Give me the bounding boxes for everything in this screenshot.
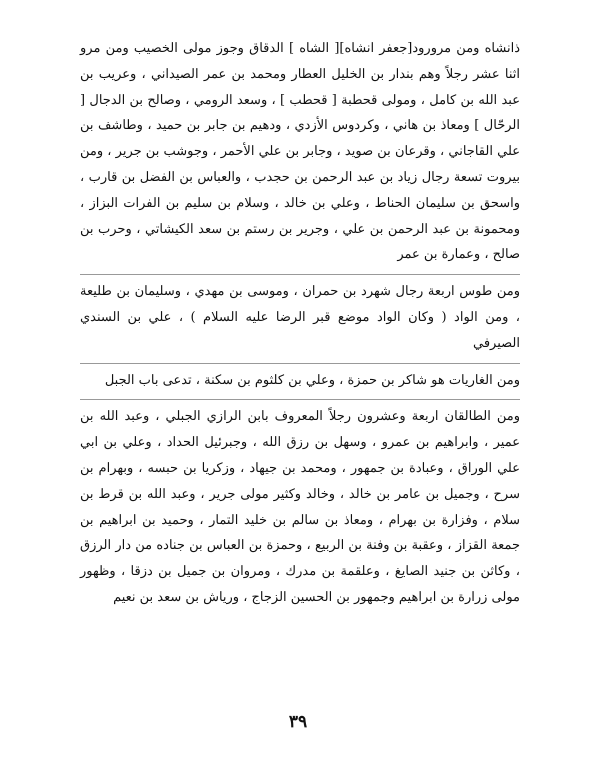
paragraph-divider [80,274,520,275]
paragraph-divider [80,363,520,364]
paragraph-divider [80,399,520,400]
paragraph-taliqan: ومن الطالقان اربعة وعشرون رجلاً المعروف بابن الرازي الجبلي ، وعبد الله بن عمير ، وابراهيم بن عمرو ، وسهل بن رزق الله ، وجبرئيل الحداد ، وعلي بن ابي علي الوراق ، وعبادة بن جمهور ، ومحمد بن جيهاد ، وزكريا بن حبسه ، وبهرام بن سرح ، وجميل بن عامر بن خالد ، وخالد وكثير مولى جرير ، وعبد الله بن قرط بن سلام ، وفزارة بن بهرام ، ومعاذ بن سالم بن خليد التمار ، وحميد بن ابراهيم بن جمعة القزاز ، وعقبة بن وفنة بن الربيع ، وحمزة بن العباس بن جناده من دار الرزق ، وكاثن بن جنيد الصايغ ، وعلقمة بن مدرك ، ومروان بن جميل بن دزقا ، وظهور مولى زرارة بن ابراهيم وجمهور بن الحسين الزجاج ، ورياش بن سعد بن نعيم [80,409,520,605]
paragraph-gharyat: ومن الغاريات هو شاكر بن حمزة ، وعلي بن كلثوم بن سكنة ، تدعى باب الجبل [104,372,520,388]
paragraph-marw: ذانشاه ومن مرورود[جعفر انشاه][ الشاه ] الدقاق وجوز مولى الخصيب ومن مرو اثنا عشر رجلاً وهم بندار بن الخليل العطار ومحمد بن عمر الصيداني ، وعريب بن عبد الله بن كامل ، ومولى قحطبة [ قحطب ] ، وسعد الرومي ، وصالح بن الدجال [ الرحّال ] ومعاذ بن هاني ، وكردوس الأزدي ، ودهيم بن جابر بن حميد ، وطاشف بن علي القاجاني ، وقرعان بن صويد ، وجابر بن علي الأحمر ، وجوشب بن جرير ، ومن بيروت تسعة رجال زياد بن عبد الرحمن بن حجدب ، والعباس بن الفضل بن قارب ، واسحق بن سليمان الحناط ، وعلي بن خالد ، وسلام بن سليم بن الفرات البزاز ، ومحمونة بن عبد الرحمن بن علي ، وجرير بن رستم بن سعد الكيشاتي ، وحرب بن صالح ، وعمارة بن عمر [80,41,520,263]
page-body [80,36,520,611]
page-number: ٣٩ [288,712,308,732]
paragraph-tus: ومن طوس اربعة رجال شهرد بن حمران ، وموسى بن مهدي ، وسليمان بن طليعة ، ومن الواد ( وكان الواد موضع قبر الرضا عليه السلام ) ، علي بن السندي الصيرفي [80,284,520,351]
